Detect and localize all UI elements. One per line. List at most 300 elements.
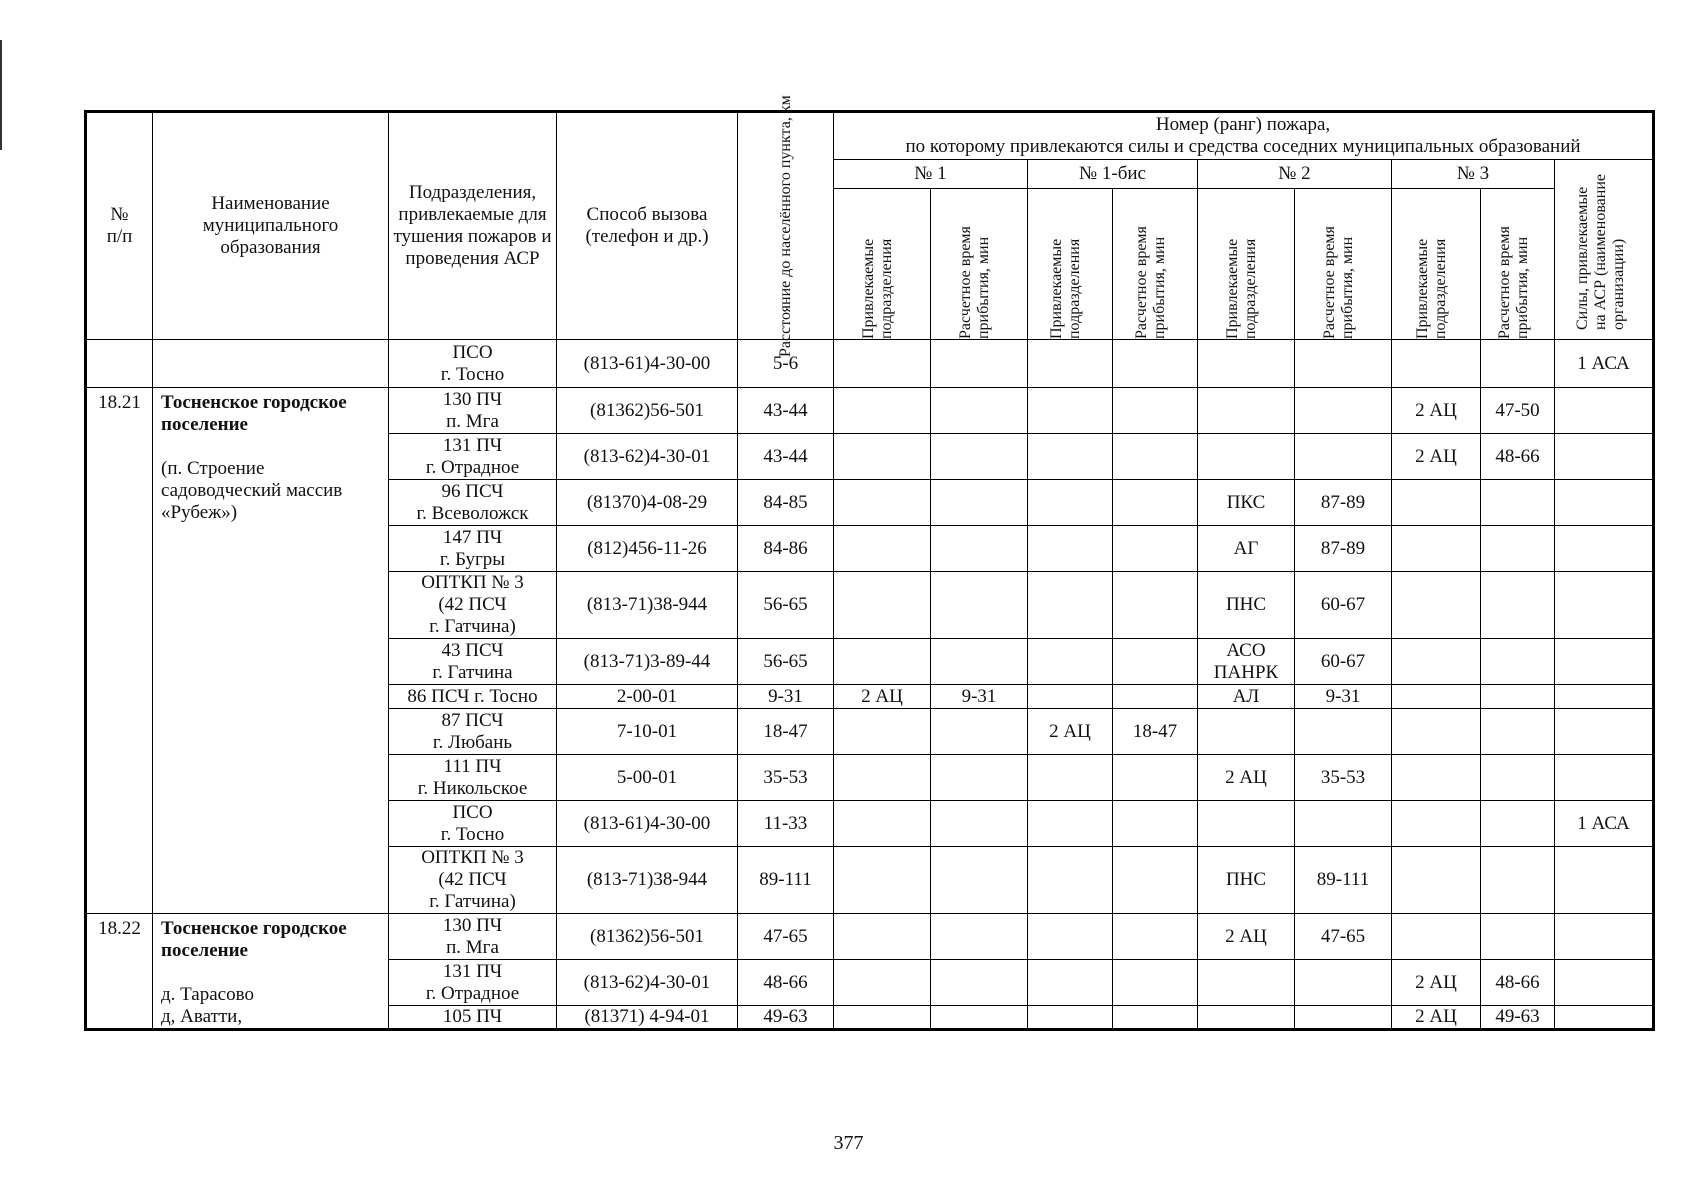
col-header-r1-time — [931, 189, 1028, 340]
cell-r3u-text: 2 АЦ — [1415, 1006, 1457, 1027]
col-header-r1b-units — [1028, 189, 1113, 340]
cell-dist — [738, 572, 834, 639]
cell-r1u — [834, 526, 931, 572]
cell-r3t — [1481, 685, 1555, 709]
col-header-call — [557, 112, 738, 340]
cell-dist — [738, 685, 834, 709]
cell-r3t — [1481, 480, 1555, 526]
cell-dist-text: 11-33 — [763, 812, 808, 834]
cell-r2t-text: 87-89 — [1320, 491, 1366, 513]
cell-r1bt — [1113, 685, 1198, 709]
cell-r1bt — [1113, 960, 1198, 1006]
cell-call-text: 7-10-01 — [616, 720, 678, 742]
cell-r2u — [1198, 480, 1295, 526]
cell-r2u — [1198, 1006, 1295, 1030]
cell-call-text: 5-00-01 — [616, 766, 678, 788]
cell-r3t — [1481, 801, 1555, 847]
cell-r3t — [1481, 1006, 1555, 1030]
cell-r1t — [931, 388, 1028, 434]
dist-text: 5-6 — [772, 352, 799, 374]
cell-unit — [389, 847, 557, 914]
cell-asr — [1555, 960, 1654, 1006]
cell-asr — [1555, 526, 1654, 572]
cell-r3u — [1392, 388, 1481, 434]
cell-call-text: (813-71)38-944 — [586, 594, 708, 615]
cell-r1u-text: 2 АЦ — [861, 685, 903, 707]
col-header-asr — [1555, 160, 1654, 340]
cell-r1bu — [1028, 572, 1113, 639]
cell-call-text: (81362)56-501 — [590, 399, 704, 421]
cell-name — [153, 340, 389, 388]
margin-mark — [0, 40, 2, 150]
cell-unit — [389, 801, 557, 847]
cell-r2u — [1198, 755, 1295, 801]
cell-r2t — [1295, 388, 1392, 434]
cell-r1u — [834, 960, 931, 1006]
cell-call-text: (813-61)4-30-00 — [583, 812, 711, 834]
cell-r1bt — [1113, 434, 1198, 480]
cell-r3u — [1392, 709, 1481, 755]
cell-r2u — [1198, 639, 1295, 685]
cell-r1t — [931, 572, 1028, 639]
cell-r2u — [1198, 572, 1295, 639]
cell-call — [557, 709, 738, 755]
cell-r3u — [1392, 847, 1481, 914]
cell-r3u — [1392, 572, 1481, 639]
cell-dist — [738, 526, 834, 572]
cell-unit — [389, 685, 557, 709]
cell-r1bu — [1028, 526, 1113, 572]
cell-r1t — [931, 1006, 1028, 1030]
cell-r1bt — [1113, 639, 1198, 685]
cell-call — [557, 572, 738, 639]
cell-r1t — [931, 526, 1028, 572]
cell-r1bu — [1028, 709, 1113, 755]
call-text: (813-61)4-30-00 — [583, 352, 711, 374]
cell-asr — [1555, 755, 1654, 801]
rank-1bis-label: № 1-бис — [1079, 163, 1146, 184]
municipality-title: Тосненское городское поселение — [161, 392, 347, 435]
cell-dist-text: 43-44 — [763, 399, 808, 421]
cell-r1bt — [1113, 755, 1198, 801]
cell-r1u — [834, 801, 931, 847]
cell-r1t — [931, 801, 1028, 847]
col-header-rank-2 — [1198, 160, 1392, 189]
col-header-name-text: Наименование муниципального образования — [202, 193, 339, 258]
cell-call — [557, 388, 738, 434]
fire-forces-table — [84, 95, 1655, 1031]
cell-r3t — [1481, 914, 1555, 960]
cell-r1bu-text: 2 АЦ — [1049, 720, 1091, 742]
cell-r2u — [1198, 709, 1295, 755]
cell-dist-text: 35-53 — [763, 766, 808, 788]
cell-r2u — [1198, 388, 1295, 434]
cell-dist — [738, 847, 834, 914]
settlement-name: (п. Строение садоводческий массив «Рубеж») — [161, 458, 343, 523]
cell-dist-text: 56-65 — [763, 650, 808, 672]
r2-units-text: Привлекаемые подразделения — [1224, 238, 1259, 339]
col-header-rank-1bis — [1028, 160, 1198, 189]
cell-r1bt — [1113, 572, 1198, 639]
block-18-22 — [86, 914, 1654, 1030]
col-header-call-text: Способ вызова (телефон и др.) — [585, 204, 709, 247]
unit-text: ПСО г. Тосно — [440, 341, 505, 385]
col-header-num-text: № п/п — [106, 204, 133, 247]
cell-unit — [389, 914, 557, 960]
cell-r1bt — [1113, 1006, 1198, 1030]
spacer — [161, 962, 388, 984]
cell-call-text: 2-00-01 — [616, 685, 678, 707]
cell-r2u-text: АГ — [1233, 537, 1259, 559]
cell-r1bt — [1113, 914, 1198, 960]
cell-num — [86, 914, 153, 1030]
cell-r2t — [1295, 801, 1392, 847]
cell-unit-text: 43 ПСЧ г. Гатчина — [432, 639, 513, 683]
cell-call — [557, 434, 738, 480]
cell-r3u-text: 2 АЦ — [1415, 399, 1457, 421]
cell-asr — [1555, 709, 1654, 755]
cell-r3u — [1392, 1006, 1481, 1030]
cell-r3t — [1481, 434, 1555, 480]
cell-dist — [738, 1006, 834, 1030]
cell-r2u-text: 2 АЦ — [1225, 766, 1267, 788]
cell-r3t — [1481, 755, 1555, 801]
cell-dist-text: 43-44 — [763, 445, 808, 467]
col-header-rank-group — [834, 112, 1654, 160]
cell-asr — [1555, 801, 1654, 847]
cell-r3u — [1392, 801, 1481, 847]
cell-dist — [738, 755, 834, 801]
col-header-units — [389, 112, 557, 340]
cell-unit-text: ПСО г. Тосно — [440, 801, 505, 845]
r3-time-text: Расчетное время прибытия, мин — [1495, 226, 1531, 339]
cell-r3t — [1481, 639, 1555, 685]
cell-r2t — [1295, 434, 1392, 480]
cell-r2t — [1295, 572, 1392, 639]
cell-r2t — [1295, 755, 1392, 801]
cell-dist-text: 9-31 — [768, 685, 803, 707]
cell-unit-text: 130 ПЧ п. Мга — [442, 914, 503, 958]
cell-dist — [738, 914, 834, 960]
cell-dist — [738, 388, 834, 434]
col-header-distance — [738, 95, 834, 357]
cell-r1u — [834, 434, 931, 480]
cell-asr-text: 1 АСА — [1577, 812, 1630, 834]
cell-r1bu — [1028, 480, 1113, 526]
cell-asr — [1555, 572, 1654, 639]
cell-r1u — [834, 1006, 931, 1030]
r3-units-text: Привлекаемые подразделения — [1414, 238, 1449, 339]
cell-r2t — [1295, 480, 1392, 526]
cell-name — [153, 388, 389, 914]
r1-units-text: Привлекаемые подразделения — [860, 238, 895, 339]
cell-call-text: (81362)56-501 — [590, 925, 704, 947]
cell-dist-text: 18-47 — [763, 720, 808, 742]
cell-r2t — [1295, 709, 1392, 755]
col-header-units-text: Подразделения, привлекаемые для тушения пожаров и проведения АСР — [393, 182, 552, 269]
cell-r1t — [931, 847, 1028, 914]
cell-num — [86, 388, 153, 914]
municipality-title: Тосненское городское поселение — [161, 918, 347, 961]
cell-r3t-text: 48-66 — [1495, 971, 1540, 993]
cell-unit — [389, 709, 557, 755]
cell-r2u-text: АЛ — [1232, 685, 1260, 707]
cell-unit — [389, 639, 557, 685]
cell-r3u — [1392, 639, 1481, 685]
cell-r1t — [931, 755, 1028, 801]
cell-unit-text: 105 ПЧ — [442, 1006, 503, 1027]
settlement-name: д. Тарасово — [161, 984, 254, 1005]
cell-r3u — [1392, 526, 1481, 572]
cell-asr — [1555, 847, 1654, 914]
cell-r1u — [834, 480, 931, 526]
cell-r3u — [1392, 914, 1481, 960]
rank-1-label: № 1 — [914, 163, 947, 184]
cell-r3t — [1481, 388, 1555, 434]
rank-3-label: № 3 — [1456, 163, 1490, 184]
cell-r2u — [1198, 526, 1295, 572]
table-row — [86, 914, 1654, 960]
rank-2-label: № 2 — [1278, 163, 1311, 184]
cell-r2u-text: ПНС — [1225, 594, 1267, 615]
col-header-r1b-time — [1113, 189, 1198, 340]
cell-r3t — [1481, 572, 1555, 639]
cell-r1t — [931, 914, 1028, 960]
cell-r2t — [1295, 960, 1392, 1006]
r1b-time-text: Расчетное время прибытия, мин — [1133, 226, 1168, 339]
cell-r2t — [1295, 1006, 1392, 1030]
col-header-num — [86, 112, 153, 340]
cell-call — [557, 801, 738, 847]
cell-dist-text: 89-111 — [759, 869, 812, 890]
cell-r1bu — [1028, 960, 1113, 1006]
cell-r3t — [1481, 526, 1555, 572]
cell-unit — [389, 755, 557, 801]
cell-asr — [1555, 685, 1654, 709]
cell-r2t — [1295, 685, 1392, 709]
cell-name — [153, 914, 389, 1030]
page-number: 377 — [833, 1132, 864, 1154]
cell-unit-text: ОПТКП № 3 (42 ПСЧ г. Гатчина) — [421, 847, 524, 912]
cell-r1u — [834, 709, 931, 755]
cell-asr — [1555, 388, 1654, 434]
cell-r3u — [1392, 755, 1481, 801]
cell-r3t — [1481, 709, 1555, 755]
cell-r2u — [1198, 434, 1295, 480]
cell-num-text: 18.22 — [98, 918, 141, 939]
cell-r2t-text: 9-31 — [1325, 685, 1361, 707]
cell-r1t — [931, 434, 1028, 480]
cell-call — [557, 960, 738, 1006]
cell-r1bu — [1028, 388, 1113, 434]
cell-r2t-text: 60-67 — [1320, 650, 1366, 672]
cell-unit — [389, 480, 557, 526]
cell-r1u — [834, 685, 931, 709]
cell-r3u-text: 2 АЦ — [1415, 971, 1457, 993]
cell-r1bt — [1113, 388, 1198, 434]
cell-unit-text: 87 ПСЧ г. Любань — [432, 709, 513, 753]
cell-r1u — [834, 572, 931, 639]
cell-r1bu — [1028, 755, 1113, 801]
cell-r2t — [1295, 914, 1392, 960]
cell-r3t — [1481, 960, 1555, 1006]
settlement-name: д, Аватти, — [161, 1006, 243, 1027]
cell-dist — [738, 434, 834, 480]
cell-r1t — [931, 639, 1028, 685]
cell-r1t — [931, 709, 1028, 755]
cell-r2t — [1295, 526, 1392, 572]
cell-r1u — [834, 388, 931, 434]
cell-unit-text: 111 ПЧ г. Никольское — [417, 755, 528, 799]
cell-r2u-text: ПНС — [1225, 869, 1267, 890]
col-header-r3-time — [1481, 189, 1555, 340]
cell-call — [557, 526, 738, 572]
cell-unit-text: ОПТКП № 3 (42 ПСЧ г. Гатчина) — [421, 572, 524, 637]
cell-num-text: 18.21 — [98, 392, 141, 413]
cell-call-text: (813-71)3-89-44 — [583, 650, 711, 672]
col-header-rank-3 — [1392, 160, 1555, 189]
cell-r2u-text: ПКС — [1226, 491, 1266, 513]
cell-dist — [738, 960, 834, 1006]
r1-time-text: Расчетное время прибытия, мин — [957, 226, 992, 339]
cell-r1bu — [1028, 1006, 1113, 1030]
table-row-pre — [86, 340, 1654, 388]
cell-unit — [389, 526, 557, 572]
cell-call-text: (81370)4-08-29 — [586, 491, 708, 513]
cell-asr — [1555, 480, 1654, 526]
cell-r2u — [1198, 960, 1295, 1006]
cell-r2u — [1198, 847, 1295, 914]
cell-call-text: (812)456-11-26 — [587, 537, 707, 559]
cell-unit-text: 131 ПЧ г. Отрадное — [425, 960, 520, 1004]
cell-dist — [738, 709, 834, 755]
cell-r1t — [931, 480, 1028, 526]
cell-r3u-text: 2 АЦ — [1415, 445, 1457, 467]
cell-dist — [738, 639, 834, 685]
cell-call — [557, 685, 738, 709]
cell-r1bt — [1113, 526, 1198, 572]
cell-r1u — [834, 755, 931, 801]
cell-r1bu — [1028, 434, 1113, 480]
cell-r2u — [1198, 801, 1295, 847]
cell-call — [557, 1006, 738, 1030]
cell-dist-text: 84-85 — [763, 491, 808, 513]
asr-text: 1 АСА — [1577, 352, 1630, 374]
cell-asr — [1555, 434, 1654, 480]
header-row-1 — [86, 112, 1654, 160]
col-header-name — [153, 112, 389, 340]
col-header-r1-units — [834, 189, 931, 340]
cell-call-text: (813-71)38-944 — [586, 869, 708, 890]
col-header-r3-units — [1392, 189, 1481, 340]
cell-r2t-text: 87-89 — [1320, 537, 1366, 559]
cell-r1t — [931, 685, 1028, 709]
table-row — [86, 388, 1654, 434]
cell-asr — [1555, 340, 1654, 388]
cell-r2t-text: 35-53 — [1320, 766, 1366, 788]
col-header-r2-units — [1198, 189, 1295, 340]
cell-unit — [389, 572, 557, 639]
cell-r3t-text: 49-63 — [1495, 1006, 1540, 1027]
cell-call — [557, 639, 738, 685]
cell-unit — [389, 1006, 557, 1030]
cell-r1u — [834, 639, 931, 685]
cell-dist-text: 49-63 — [763, 1006, 808, 1027]
rank-title-line-2: по которому привлекаются силы и средства соседних муниципальных образований — [905, 136, 1581, 157]
cell-r1t — [931, 960, 1028, 1006]
cell-asr — [1555, 914, 1654, 960]
cell-dist-text: 47-65 — [763, 925, 808, 947]
cell-unit-text: 147 ПЧ г. Бугры — [439, 526, 506, 570]
cell-r3u — [1392, 685, 1481, 709]
cell-r3t-text: 48-66 — [1495, 445, 1540, 467]
cell-call — [557, 755, 738, 801]
col-header-r2-time — [1295, 189, 1392, 340]
cell-r2t — [1295, 847, 1392, 914]
cell-r1bt — [1113, 847, 1198, 914]
spacer — [161, 436, 388, 458]
cell-r1bu — [1028, 914, 1113, 960]
cell-r1bu — [1028, 801, 1113, 847]
cell-unit — [389, 388, 557, 434]
cell-unit-text: 96 ПСЧ г. Всеволожск — [416, 480, 529, 524]
cell-r1u — [834, 914, 931, 960]
cell-asr — [1555, 639, 1654, 685]
cell-dist-text: 48-66 — [763, 971, 808, 993]
r1b-units-text: Привлекаемые подразделения — [1048, 238, 1083, 339]
col-header-rank-1 — [834, 160, 1028, 189]
cell-dist — [738, 801, 834, 847]
cell-r2t-text: 60-67 — [1320, 594, 1366, 615]
cell-num — [86, 340, 153, 388]
cell-asr — [1555, 1006, 1654, 1030]
r2-time-text: Расчетное время прибытия, мин — [1321, 226, 1356, 339]
cell-r1bt-text: 18-47 — [1132, 720, 1178, 742]
cell-r1bt — [1113, 709, 1198, 755]
cell-r2u-text: 2 АЦ — [1225, 925, 1267, 947]
cell-r1bt — [1113, 480, 1198, 526]
rank-title-line-1: Номер (ранг) пожара, — [1155, 114, 1331, 135]
cell-r2u — [1198, 914, 1295, 960]
cell-call-text: (813-62)4-30-01 — [583, 971, 711, 993]
cell-r3u — [1392, 480, 1481, 526]
cell-call-text: (81371) 4-94-01 — [584, 1006, 710, 1027]
cell-r1t-text: 9-31 — [961, 685, 997, 707]
cell-dist — [738, 480, 834, 526]
cell-unit-text: 131 ПЧ г. Отрадное — [425, 434, 520, 478]
col-header-asr-text: Силы, привлекаемые на АСР (наименование организации) — [1573, 173, 1627, 330]
cell-unit — [389, 434, 557, 480]
cell-r2t — [1295, 639, 1392, 685]
cell-unit-text: 86 ПСЧ г. Тосно — [407, 685, 538, 707]
cell-r1bu — [1028, 639, 1113, 685]
cell-r1bt — [1113, 801, 1198, 847]
cell-r2t-text: 47-65 — [1320, 925, 1366, 947]
cell-r2u-text: АСО ПАНРК — [1213, 639, 1279, 683]
cell-call — [557, 340, 738, 388]
cell-dist-text: 84-86 — [763, 537, 808, 559]
col-header-distance-text: Расстояние до населённого пункта, км — [776, 95, 794, 357]
cell-call — [557, 914, 738, 960]
cell-call — [557, 480, 738, 526]
cell-r1u — [834, 847, 931, 914]
cell-r2u — [1198, 685, 1295, 709]
cell-r3t-text: 47-50 — [1495, 399, 1540, 421]
cell-r1bu — [1028, 685, 1113, 709]
cell-unit — [389, 340, 557, 388]
cell-unit — [389, 960, 557, 1006]
cell-r3u — [1392, 434, 1481, 480]
